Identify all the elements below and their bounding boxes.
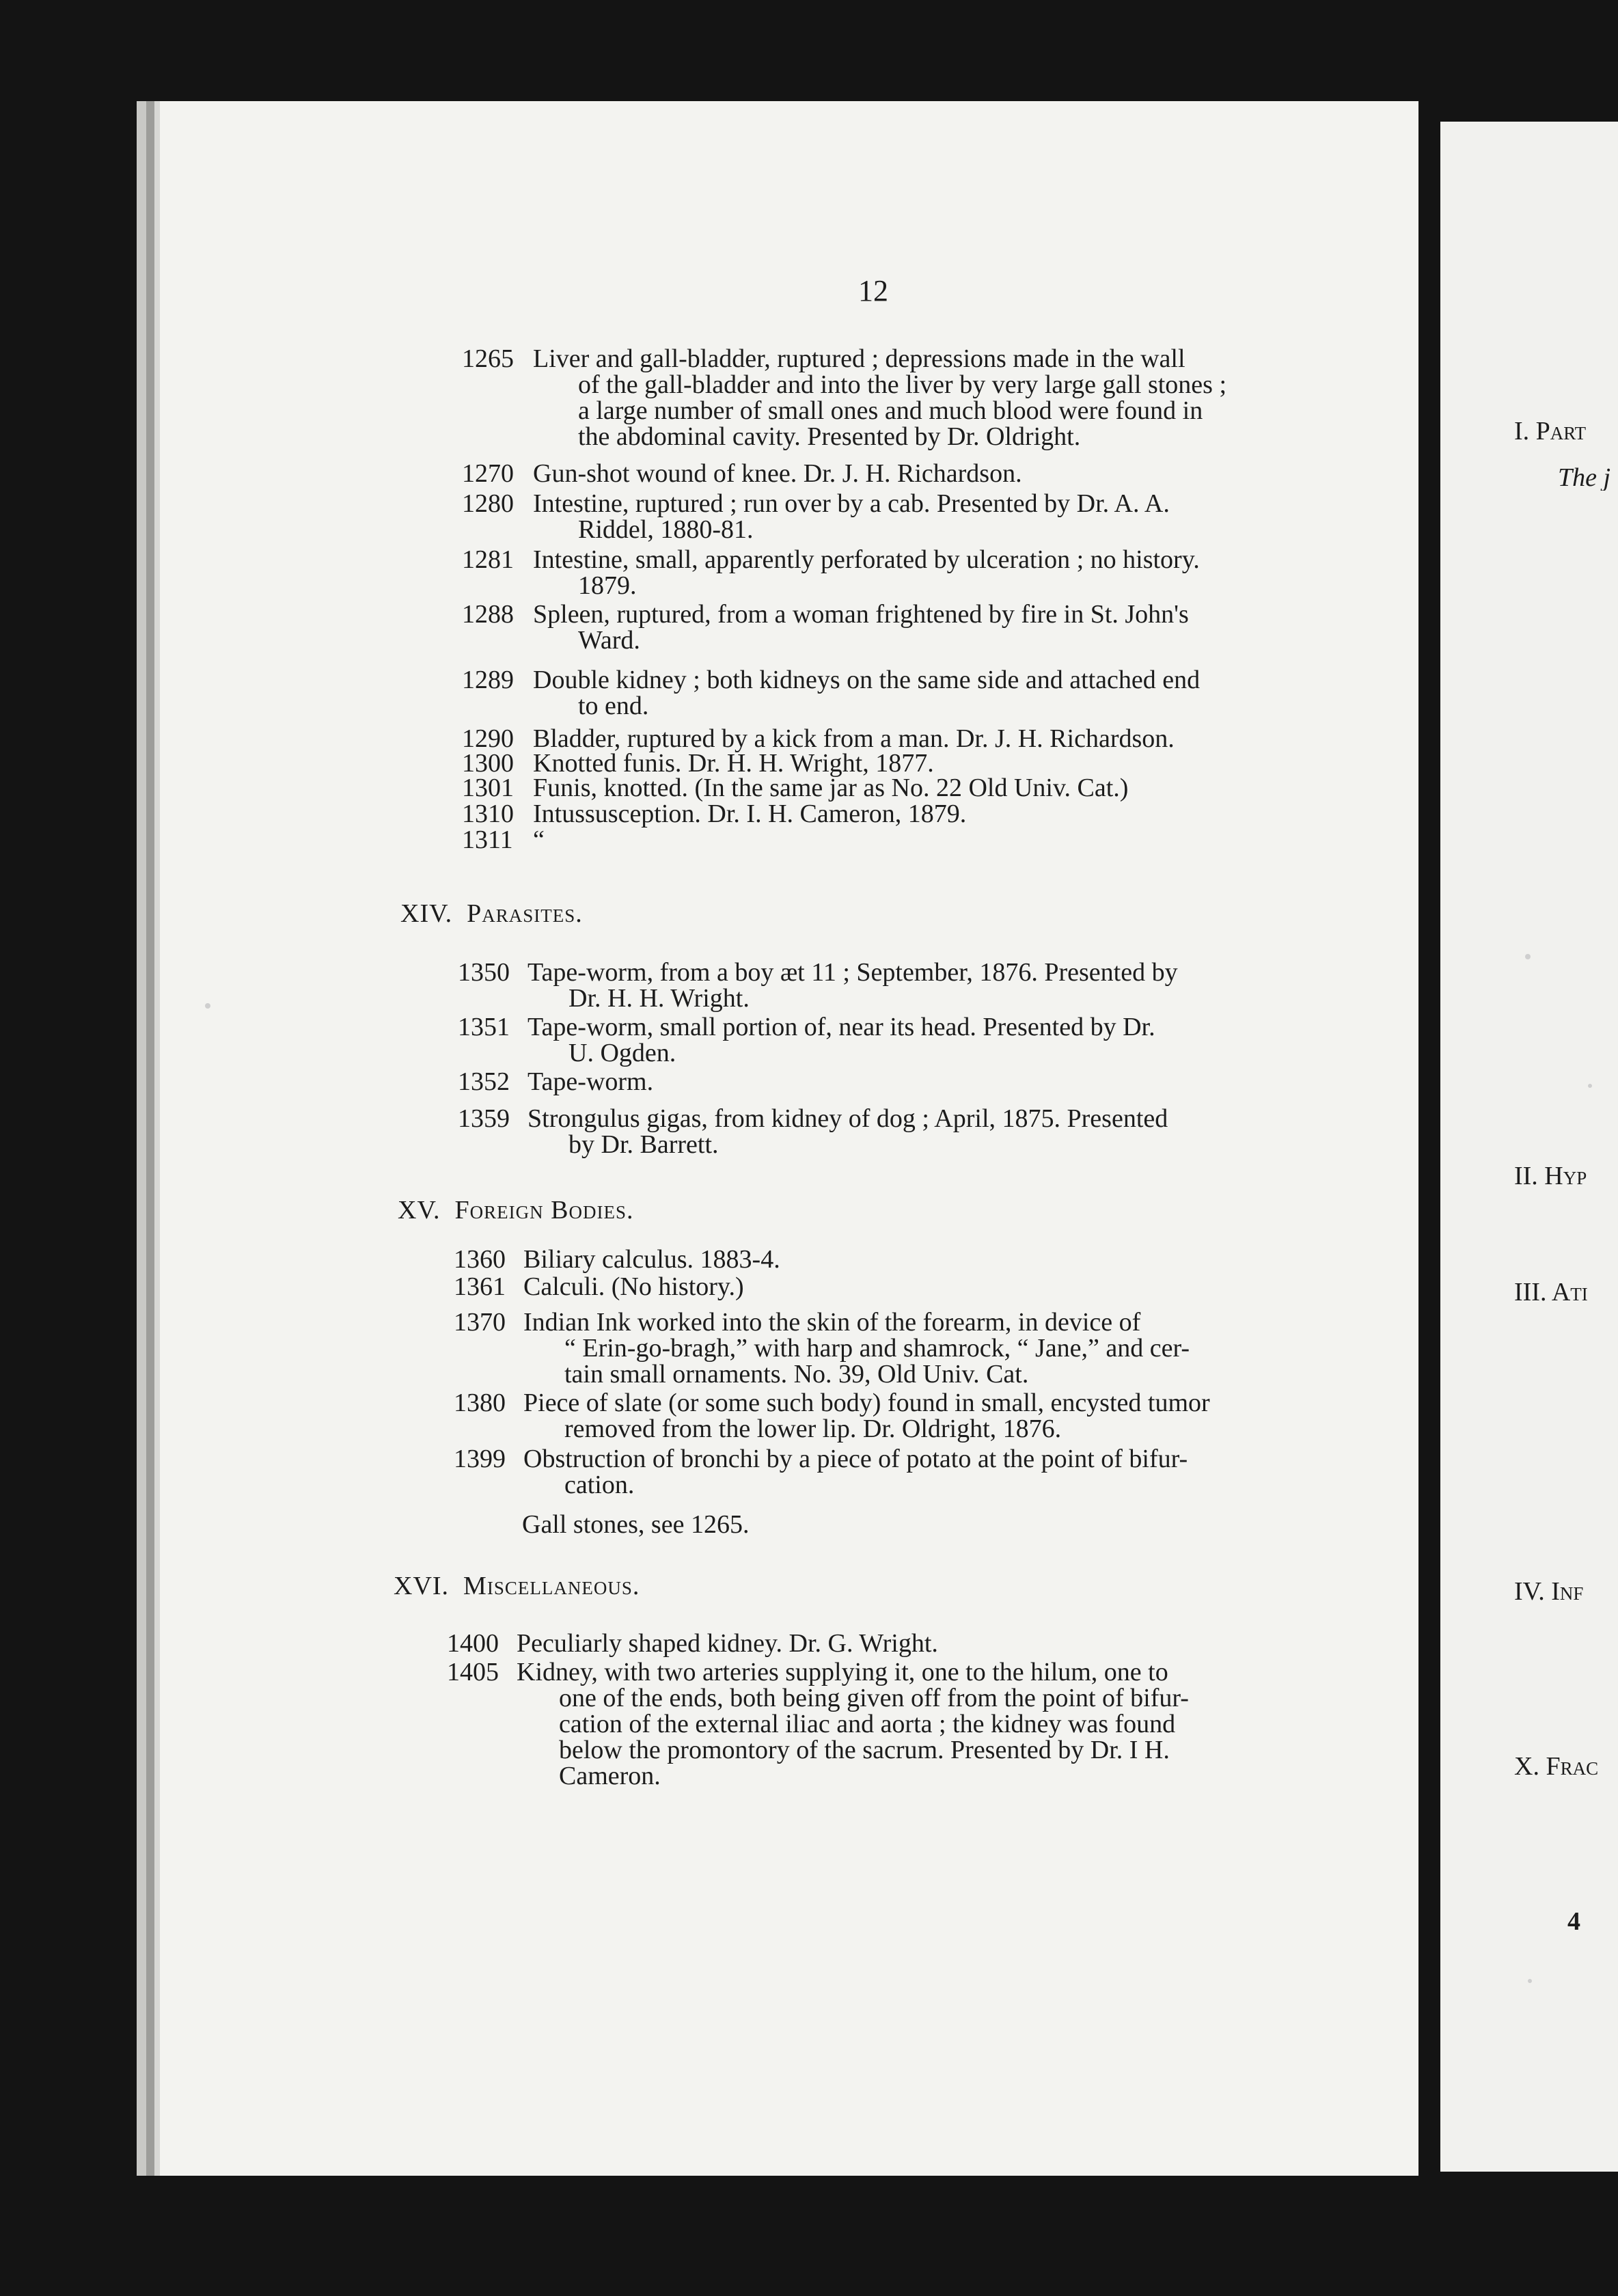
section-numeral: XV. (398, 1196, 441, 1225)
entry-text: Bladder, ruptured by a kick from a man. Dr. J. H. Richardson. (533, 724, 1175, 753)
entry-text-continued: Dr. H. H. Wright. (568, 984, 750, 1013)
entry-number: 1300 (462, 749, 514, 778)
section-numeral: XIV. (400, 899, 453, 928)
right-page-heading-2: II. Hyp (1514, 1163, 1587, 1189)
entry-text-continued: cation. (564, 1471, 635, 1499)
entry-text: Calculi. (No history.) (523, 1272, 744, 1301)
entry-number: 1281 (462, 545, 514, 574)
entry-number: 1270 (462, 459, 514, 488)
entry-text-continued: tain small ornaments. No. 39, Old Univ. Cat. (564, 1360, 1029, 1389)
right-page-heading-4: IV. Inf (1514, 1578, 1584, 1604)
entry-text: Gun-shot wound of knee. Dr. J. H. Richardson. (533, 459, 1022, 488)
paper-speck (205, 1003, 210, 1009)
entry-number: 1289 (462, 666, 514, 694)
entry-number: 1290 (462, 724, 514, 753)
entry-text: Tape-worm, from a boy æt 11 ; September, 1876. Presented by (527, 958, 1178, 987)
entry-number: 1400 (447, 1629, 499, 1658)
right-page-heading-5: X. Frac (1514, 1753, 1599, 1779)
entry-text: Knotted funis. Dr. H. H. Wright, 1877. (533, 749, 934, 778)
section-heading: Miscellaneous. (463, 1572, 640, 1600)
entry-number: 1288 (462, 600, 514, 629)
entry-number: 1280 (462, 489, 514, 518)
entry-text-continued: a large number of small ones and much blood were found in (578, 396, 1203, 425)
entry-number: 1311 (462, 825, 513, 854)
entry-number: 1399 (454, 1445, 506, 1473)
entry-text-continued: one of the ends, both being given off from the point of bifur- (559, 1684, 1189, 1712)
entry-number: 1350 (458, 958, 510, 987)
entry-number: 1370 (454, 1308, 506, 1337)
paper-speck (1525, 954, 1531, 959)
entry-number: 1265 (462, 344, 514, 373)
entry-text: Piece of slate (or some such body) found in small, encysted tumor (523, 1389, 1210, 1417)
entry-text-continued: the abdominal cavity. Presented by Dr. Oldright. (578, 422, 1081, 451)
entry-text: Indian Ink worked into the skin of the forearm, in device of (523, 1308, 1141, 1337)
entry-text: Peculiarly shaped kidney. Dr. G. Wright. (517, 1629, 938, 1658)
entry-text-continued: of the gall-bladder and into the liver by very large gall stones ; (578, 370, 1227, 399)
entry-text: Liver and gall-bladder, ruptured ; depressions made in the wall (533, 344, 1185, 373)
entry-text-continued: to end. (578, 692, 649, 720)
entry-text-continued: Ward. (578, 626, 640, 655)
right-page-heading-3: III. Ati (1514, 1279, 1588, 1305)
entry-text: Intestine, small, apparently perforated by ulceration ; no history. (533, 545, 1200, 574)
entry-text: Strongulus gigas, from kidney of dog ; April, 1875. Presented (527, 1104, 1168, 1133)
section-numeral: XVI. (394, 1572, 450, 1600)
entry-text: Intestine, ruptured ; run over by a cab. Presented by Dr. A. A. (533, 489, 1170, 518)
entry-number: 1359 (458, 1104, 510, 1133)
section-title-parasites (400, 901, 583, 927)
right-page-number: 4 (1567, 1907, 1580, 1936)
entry-text: Funis, knotted. (In the same jar as No. 22 Old Univ. Cat.) (533, 774, 1129, 802)
paper-speck (1528, 1979, 1532, 1983)
entry-number: 1310 (462, 800, 514, 828)
entry-text: Obstruction of bronchi by a piece of potato at the point of bifur- (523, 1445, 1188, 1473)
entry-number: 1380 (454, 1389, 506, 1417)
entry-text-continued: “ Erin-go-bragh,” with harp and shamrock, “ Jane,” and cer- (564, 1334, 1190, 1363)
entry-text-continued: below the promontory of the sacrum. Presented by Dr. I H. (559, 1736, 1170, 1764)
entry-text: “ (533, 825, 545, 854)
entry-number: 1301 (462, 774, 514, 802)
entry-text: Spleen, ruptured, from a woman frightened by fire in St. John's (533, 600, 1189, 629)
entry-text: Tape-worm, small portion of, near its head. Presented by Dr. (527, 1013, 1155, 1041)
entry-text-continued: removed from the lower lip. Dr. Oldright, 1876. (564, 1414, 1062, 1443)
entry-text-continued: U. Ogden. (568, 1039, 676, 1067)
entry-text-continued: Cameron. (559, 1762, 661, 1790)
section-heading: Parasites. (467, 899, 583, 928)
entry-number: 1361 (454, 1272, 506, 1301)
entry-number: 1360 (454, 1245, 506, 1274)
entry-text: Double kidney ; both kidneys on the same side and attached end (533, 666, 1201, 694)
section-title-foreign-bodies (398, 1197, 633, 1223)
section-title-miscellaneous (394, 1573, 640, 1599)
right-page-heading-1: I. Part (1514, 418, 1587, 444)
entry-text-continued: cation of the external iliac and aorta ; the kidney was found (559, 1710, 1176, 1738)
entry-text: Biliary calculus. 1883-4. (523, 1245, 780, 1274)
page-number: 12 (858, 274, 888, 308)
cross-reference-note: Gall stones, see 1265. (522, 1510, 750, 1539)
entry-number: 1351 (458, 1013, 510, 1041)
section-heading: Foreign Bodies. (454, 1196, 634, 1225)
entry-text-continued: Riddel, 1880-81. (578, 515, 754, 544)
entry-text: Tape-worm. (527, 1067, 654, 1096)
entry-number: 1405 (447, 1658, 499, 1686)
entry-text: Kidney, with two arteries supplying it, one to the hilum, one to (517, 1658, 1168, 1686)
right-page-subheading: The j (1558, 465, 1611, 491)
entry-text-continued: by Dr. Barrett. (568, 1130, 719, 1159)
entry-number: 1352 (458, 1067, 510, 1096)
paper-speck (1588, 1084, 1592, 1088)
entry-text-continued: 1879. (578, 571, 637, 600)
entry-text: Intussusception. Dr. I. H. Cameron, 1879. (533, 800, 967, 828)
